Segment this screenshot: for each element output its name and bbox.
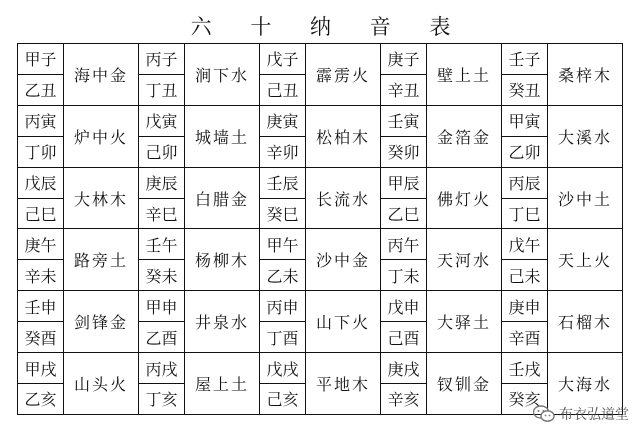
table-row (18, 167, 623, 198)
ganzhi-cell: 丙子 (139, 44, 185, 75)
nayin-cell: 海中金 (64, 44, 139, 106)
nayin-cell: 屋上土 (185, 353, 260, 415)
nayin-cell: 山下火 (306, 291, 381, 353)
ganzhi-cell: 丁卯 (18, 136, 64, 167)
watermark (533, 403, 629, 425)
wechat-icon (533, 405, 555, 423)
nayin-cell: 天上火 (548, 229, 623, 291)
ganzhi-cell: 戊戌 (260, 353, 306, 384)
ganzhi-cell: 己酉 (381, 322, 427, 353)
ganzhi-cell: 丁巳 (502, 198, 548, 229)
nayin-cell: 城墙土 (185, 105, 260, 167)
ganzhi-cell: 甲午 (260, 229, 306, 260)
ganzhi-cell: 甲寅 (502, 105, 548, 136)
nayin-cell: 桑梓木 (548, 44, 623, 106)
nayin-cell: 白腊金 (185, 167, 260, 229)
ganzhi-cell: 庚寅 (260, 105, 306, 136)
table-row (18, 44, 623, 75)
nayin-cell: 佛灯火 (427, 167, 502, 229)
ganzhi-cell: 辛酉 (502, 322, 548, 353)
ganzhi-cell: 辛丑 (381, 74, 427, 105)
nayin-cell: 平地木 (306, 353, 381, 415)
nayin-cell: 炉中火 (64, 105, 139, 167)
nayin-cell: 沙中土 (548, 167, 623, 229)
ganzhi-cell: 壬寅 (381, 105, 427, 136)
ganzhi-cell: 庚申 (502, 291, 548, 322)
nayin-cell: 石榴木 (548, 291, 623, 353)
ganzhi-cell: 戊子 (260, 44, 306, 75)
table-row (18, 291, 623, 322)
nayin-cell: 山头火 (64, 353, 139, 415)
ganzhi-cell: 己未 (502, 260, 548, 291)
nayin-cell: 井泉水 (185, 291, 260, 353)
ganzhi-cell: 乙卯 (502, 136, 548, 167)
ganzhi-cell: 戊寅 (139, 105, 185, 136)
ganzhi-cell: 癸巳 (260, 198, 306, 229)
nayin-cell: 霹雳火 (306, 44, 381, 106)
page-title: 六 十 纳 音 表 (190, 15, 467, 39)
ganzhi-cell: 丁丑 (139, 74, 185, 105)
nayin-table (17, 43, 623, 415)
nayin-cell: 大驿土 (427, 291, 502, 353)
ganzhi-cell: 丁酉 (260, 322, 306, 353)
ganzhi-cell: 己丑 (260, 74, 306, 105)
table-row (18, 353, 623, 384)
ganzhi-cell: 乙未 (260, 260, 306, 291)
ganzhi-cell: 丙戌 (139, 353, 185, 384)
ganzhi-cell: 甲戌 (18, 353, 64, 384)
ganzhi-cell: 丙午 (381, 229, 427, 260)
nayin-cell: 剑锋金 (64, 291, 139, 353)
ganzhi-cell: 甲辰 (381, 167, 427, 198)
ganzhi-cell: 戊辰 (18, 167, 64, 198)
ganzhi-cell: 癸卯 (381, 136, 427, 167)
ganzhi-cell: 辛未 (18, 260, 64, 291)
ganzhi-cell: 癸丑 (502, 74, 548, 105)
ganzhi-cell: 乙丑 (18, 74, 64, 105)
nayin-cell: 路旁土 (64, 229, 139, 291)
ganzhi-cell: 戊午 (502, 229, 548, 260)
ganzhi-cell: 辛巳 (139, 198, 185, 229)
ganzhi-cell: 己亥 (260, 383, 306, 414)
nayin-cell: 长流水 (306, 167, 381, 229)
ganzhi-cell: 壬戌 (502, 353, 548, 384)
ganzhi-cell: 己卯 (139, 136, 185, 167)
nayin-cell: 松柏木 (306, 105, 381, 167)
nayin-cell: 天河水 (427, 229, 502, 291)
ganzhi-cell: 癸酉 (18, 322, 64, 353)
nayin-cell: 大林木 (64, 167, 139, 229)
ganzhi-cell: 壬申 (18, 291, 64, 322)
ganzhi-cell: 庚子 (381, 44, 427, 75)
ganzhi-cell: 丙申 (260, 291, 306, 322)
table-row (18, 229, 623, 260)
ganzhi-cell: 壬午 (139, 229, 185, 260)
ganzhi-cell: 丁亥 (139, 383, 185, 414)
ganzhi-cell: 己巳 (18, 198, 64, 229)
ganzhi-cell: 丁未 (381, 260, 427, 291)
ganzhi-cell: 乙酉 (139, 322, 185, 353)
ganzhi-cell: 戊申 (381, 291, 427, 322)
ganzhi-cell: 辛卯 (260, 136, 306, 167)
ganzhi-cell: 乙亥 (18, 383, 64, 414)
ganzhi-cell: 庚辰 (139, 167, 185, 198)
nayin-cell: 金箔金 (427, 105, 502, 167)
ganzhi-cell: 甲子 (18, 44, 64, 75)
nayin-cell: 沙中金 (306, 229, 381, 291)
ganzhi-cell: 甲申 (139, 291, 185, 322)
ganzhi-cell: 庚午 (18, 229, 64, 260)
ganzhi-cell: 癸未 (139, 260, 185, 291)
nayin-cell: 杨柳木 (185, 229, 260, 291)
ganzhi-cell: 癸亥 (502, 383, 548, 414)
nayin-cell: 大溪水 (548, 105, 623, 167)
ganzhi-cell: 乙巳 (381, 198, 427, 229)
ganzhi-cell: 丙辰 (502, 167, 548, 198)
ganzhi-cell: 丙寅 (18, 105, 64, 136)
nayin-cell: 壁上土 (427, 44, 502, 106)
ganzhi-cell: 辛亥 (381, 383, 427, 414)
nayin-cell: 涧下水 (185, 44, 260, 106)
ganzhi-cell: 壬子 (502, 44, 548, 75)
watermark-text: 布衣弘道堂 (559, 407, 629, 423)
nayin-cell: 大海水 (548, 353, 623, 415)
table-row (18, 105, 623, 136)
nayin-cell: 钗钏金 (427, 353, 502, 415)
ganzhi-cell: 庚戌 (381, 353, 427, 384)
ganzhi-cell: 壬辰 (260, 167, 306, 198)
